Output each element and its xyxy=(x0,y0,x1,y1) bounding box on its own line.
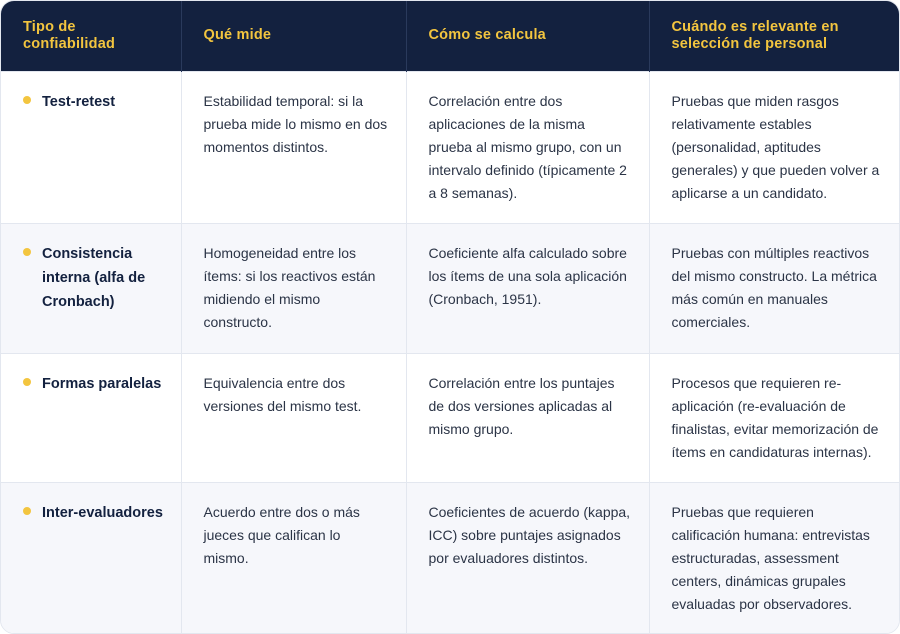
type-label: Consistencia interna (alfa de Cronbach) xyxy=(42,245,146,310)
type-label: Test-retest xyxy=(42,93,116,110)
table-header-row xyxy=(1,1,900,71)
type-label: Inter-evaluadores xyxy=(42,504,163,521)
cell-type xyxy=(1,353,181,482)
bullet-dot-icon xyxy=(23,507,31,515)
cell-measures: Estabilidad temporal: si la prueba mide lo mismo en dos momentos distintos. xyxy=(181,71,406,223)
cell-relevance: Pruebas que requieren calificación humana: entrevistas estructuradas, assessment centers, dinámicas grupales evaluadas por observadores. xyxy=(671,503,870,612)
cell-relevance: Pruebas que miden rasgos relativamente estables (personalidad, aptitudes generales) y que pueden volver a aplicarse a un candidato. xyxy=(671,92,880,201)
table-row xyxy=(1,353,900,482)
type-label: Formas paralelas xyxy=(42,375,162,392)
cell-calculation: Correlación entre los puntajes de dos versiones aplicadas al mismo grupo. xyxy=(406,353,649,482)
header-what-it-measures: Qué mide xyxy=(181,1,406,71)
table-row xyxy=(1,71,900,223)
header-reliability-type: Tipo de confiabilidad xyxy=(1,1,181,71)
table-row xyxy=(1,482,900,634)
cell-type xyxy=(1,482,181,634)
cell-relevance: Pruebas con múltiples reactivos del mismo constructo. La métrica más común en manuales comerciales. xyxy=(671,244,877,330)
cell-calculation: Correlación entre dos aplicaciones de la misma prueba al mismo grupo, con un intervalo definido (típicamente 2 a 8 semanas). xyxy=(406,71,649,223)
cell-type xyxy=(1,71,181,223)
cell-measures: Acuerdo entre dos o más jueces que califican lo mismo. xyxy=(181,482,406,634)
cell-type xyxy=(1,223,181,353)
bullet-dot-icon xyxy=(23,248,31,256)
reliability-table xyxy=(1,1,900,634)
cell-measures: Homogeneidad entre los ítems: si los reactivos están midiendo el mismo constructo. xyxy=(181,223,406,353)
cell-relevance: Procesos que requieren re-aplicación (re-evaluación de finalistas, evitar memorización de ítems en candidaturas internas). xyxy=(671,374,879,460)
header-how-calculated: Cómo se calcula xyxy=(406,1,649,71)
cell-calculation: Coeficiente alfa calculado sobre los ítems de una sola aplicación (Cronbach, 1951). xyxy=(406,223,649,353)
header-when-relevant: Cuándo es relevante en selección de personal xyxy=(671,18,839,52)
bullet-dot-icon xyxy=(23,96,31,104)
bullet-dot-icon xyxy=(23,378,31,386)
cell-calculation: Coeficientes de acuerdo (kappa, ICC) sobre puntajes asignados por evaluadores distintos. xyxy=(406,482,649,634)
cell-measures: Equivalencia entre dos versiones del mismo test. xyxy=(181,353,406,482)
table-row xyxy=(1,223,900,353)
